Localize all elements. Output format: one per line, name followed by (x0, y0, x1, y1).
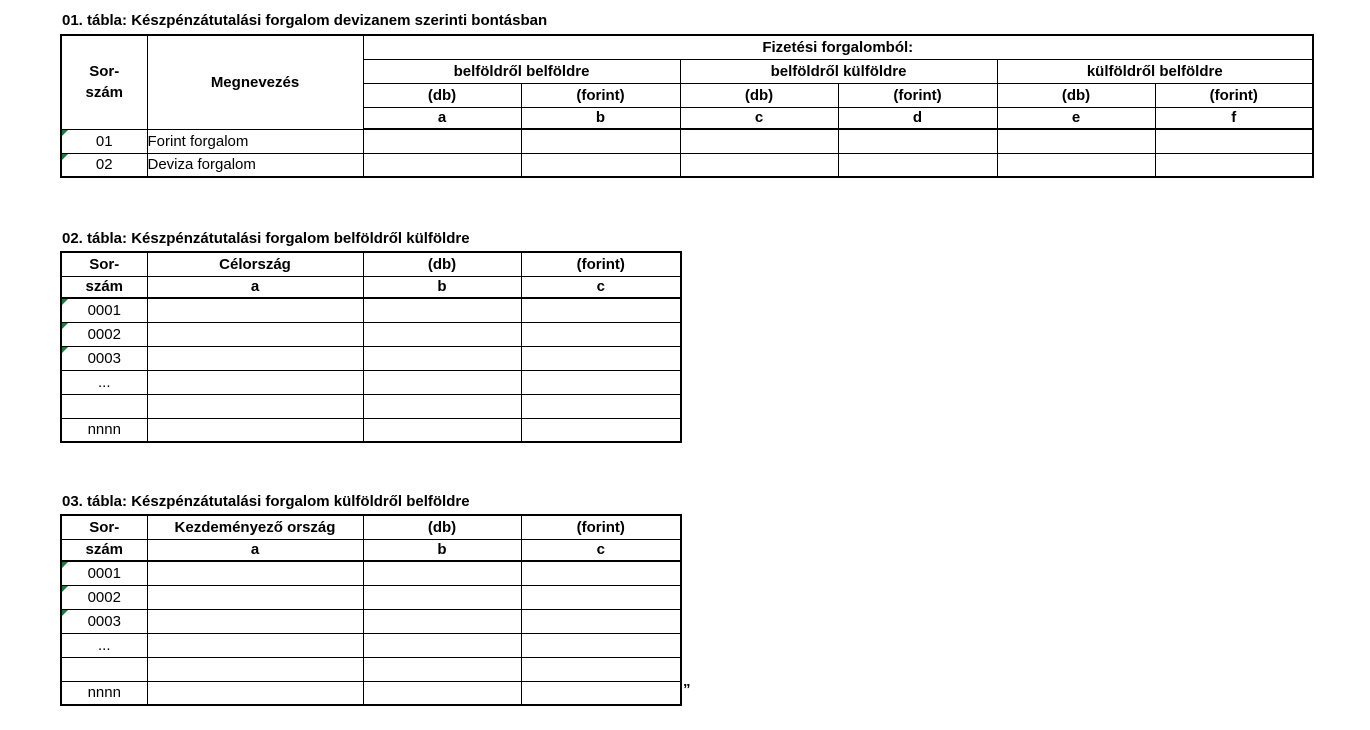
data-cell[interactable] (363, 609, 521, 633)
unit-header: (db) (997, 83, 1155, 107)
data-cell[interactable] (521, 561, 681, 585)
data-cell[interactable] (521, 418, 681, 442)
data-cell[interactable] (363, 394, 521, 418)
table2-caption: 02. tábla: Készpénzátutalási forgalom belföldről külföldre (62, 230, 470, 247)
col-header-celorszag: Célország (147, 252, 363, 276)
col-header-megnevezes: Megnevezés (147, 35, 363, 129)
data-cell[interactable] (838, 129, 997, 153)
data-cell[interactable] (363, 633, 521, 657)
col-header-sor: Sor- (61, 252, 147, 276)
letter-header: c (521, 276, 681, 298)
letter-header: b (363, 539, 521, 561)
row-name: Deviza forgalom (147, 153, 363, 177)
data-cell[interactable] (680, 129, 838, 153)
col-header-sor: Sor- (61, 515, 147, 539)
table-row (61, 609, 681, 633)
row-number: ... (61, 370, 147, 394)
data-cell[interactable] (147, 298, 363, 322)
col-header-db: (db) (363, 515, 521, 539)
data-cell[interactable] (521, 394, 681, 418)
data-cell[interactable] (521, 370, 681, 394)
sorszam-line1: Sor- (89, 63, 120, 81)
data-cell[interactable] (363, 322, 521, 346)
col-header-szam: szám (61, 539, 147, 561)
data-cell[interactable] (147, 609, 363, 633)
data-cell[interactable] (521, 298, 681, 322)
data-cell[interactable] (147, 370, 363, 394)
unit-header: (db) (680, 83, 838, 107)
table3 (60, 514, 682, 706)
letter-header: c (521, 539, 681, 561)
table-row (61, 561, 681, 585)
col-header-forint: (forint) (521, 252, 681, 276)
row-number (61, 394, 147, 418)
table1 (60, 34, 1314, 178)
data-cell[interactable] (147, 418, 363, 442)
data-cell[interactable] (521, 346, 681, 370)
table-row (61, 633, 681, 657)
letter-header: a (147, 276, 363, 298)
data-cell[interactable] (147, 681, 363, 705)
data-cell[interactable] (1155, 153, 1313, 177)
row-number: 01 (61, 129, 147, 153)
row-number: 0001 (61, 298, 147, 322)
unit-header: (forint) (1155, 83, 1313, 107)
data-cell[interactable] (997, 153, 1155, 177)
data-cell[interactable] (147, 585, 363, 609)
table-row (61, 370, 681, 394)
letter-header: b (363, 276, 521, 298)
letter-header: e (997, 107, 1155, 129)
letter-header: b (521, 107, 680, 129)
col-header-forint: (forint) (521, 515, 681, 539)
letter-header: d (838, 107, 997, 129)
data-cell[interactable] (363, 346, 521, 370)
data-cell[interactable] (838, 153, 997, 177)
row-name: Forint forgalom (147, 129, 363, 153)
data-cell[interactable] (521, 609, 681, 633)
unit-header: (forint) (838, 83, 997, 107)
data-cell[interactable] (521, 633, 681, 657)
data-cell[interactable] (147, 394, 363, 418)
group-belfold-kulfold: belföldről külföldre (680, 59, 997, 83)
letter-header: a (147, 539, 363, 561)
col-header-db: (db) (363, 252, 521, 276)
row-number: 0003 (61, 609, 147, 633)
table-row (61, 322, 681, 346)
letter-header: c (680, 107, 838, 129)
table-row (61, 585, 681, 609)
table-row (61, 681, 681, 705)
data-cell[interactable] (363, 298, 521, 322)
data-cell[interactable] (521, 322, 681, 346)
col-header-sorszam (61, 35, 147, 129)
group-belfold-belfold: belföldről belföldre (363, 59, 680, 83)
table-row (61, 394, 681, 418)
data-cell[interactable] (363, 370, 521, 394)
table2 (60, 251, 682, 443)
data-cell[interactable] (521, 129, 680, 153)
data-cell[interactable] (521, 657, 681, 681)
table-row (61, 657, 681, 681)
row-number: nnnn (61, 681, 147, 705)
col-header-kezdemenyezo: Kezdeményező ország (147, 515, 363, 539)
data-cell[interactable] (997, 129, 1155, 153)
data-cell[interactable] (147, 633, 363, 657)
data-cell[interactable] (147, 346, 363, 370)
row-number: ... (61, 633, 147, 657)
data-cell[interactable] (363, 153, 521, 177)
unit-header: (forint) (521, 83, 680, 107)
table-row (61, 153, 1313, 177)
data-cell[interactable] (147, 322, 363, 346)
sorszam-line2: szám (85, 84, 124, 102)
group-kulfold-belfold: külföldről belföldre (997, 59, 1313, 83)
data-cell[interactable] (521, 585, 681, 609)
data-cell[interactable] (521, 681, 681, 705)
table-row (61, 129, 1313, 153)
row-number: 0003 (61, 346, 147, 370)
row-number: 0001 (61, 561, 147, 585)
table1-caption: 01. tábla: Készpénzátutalási forgalom devizanem szerinti bontásban (62, 12, 548, 29)
table-row (61, 298, 681, 322)
data-cell[interactable] (363, 681, 521, 705)
row-number (61, 657, 147, 681)
data-cell[interactable] (147, 561, 363, 585)
data-cell[interactable] (1155, 129, 1313, 153)
data-cell[interactable] (680, 153, 838, 177)
data-cell[interactable] (147, 657, 363, 681)
table-row (61, 418, 681, 442)
letter-header: f (1155, 107, 1313, 129)
letter-header: a (363, 107, 521, 129)
group-header: Fizetési forgalomból: (363, 35, 1313, 59)
row-number: 0002 (61, 322, 147, 346)
col-header-szam: szám (61, 276, 147, 298)
data-cell[interactable] (363, 129, 521, 153)
closing-quote: ” (683, 681, 691, 698)
data-cell[interactable] (363, 418, 521, 442)
table-row (61, 346, 681, 370)
data-cell[interactable] (363, 585, 521, 609)
row-number: 02 (61, 153, 147, 177)
row-number: nnnn (61, 418, 147, 442)
unit-header: (db) (363, 83, 521, 107)
data-cell[interactable] (363, 657, 521, 681)
data-cell[interactable] (363, 561, 521, 585)
row-number: 0002 (61, 585, 147, 609)
data-cell[interactable] (521, 153, 680, 177)
table3-caption: 03. tábla: Készpénzátutalási forgalom külföldről belföldre (62, 493, 470, 510)
